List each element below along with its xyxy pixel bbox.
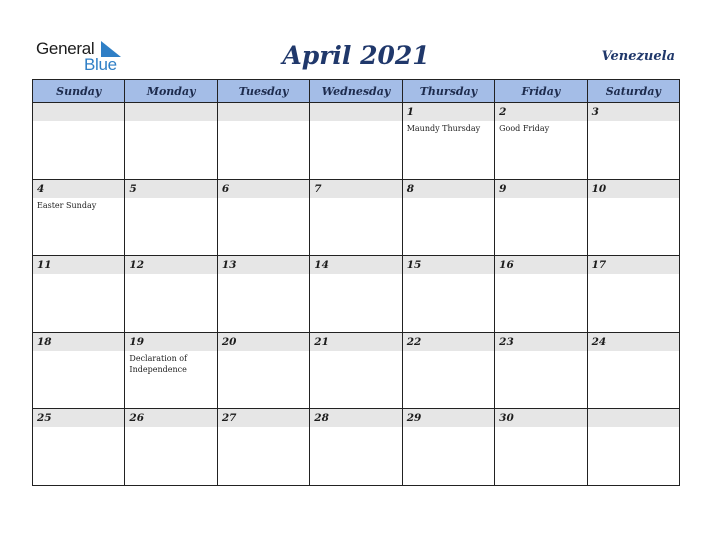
day-cell [125,333,217,410]
holiday-label [495,351,586,353]
day-cell [33,103,125,180]
day-number: 7 [310,180,401,198]
holiday-label [33,121,124,123]
day-number: 16 [495,256,586,274]
day-cell [495,409,587,486]
holiday-label [310,121,401,123]
holiday-label [310,351,401,353]
day-number: 8 [403,180,494,198]
holiday-label [588,427,679,429]
day-cell [33,409,125,486]
holiday-label [588,274,679,276]
holiday-label [403,427,494,429]
holiday-label [125,427,216,429]
holiday-label [218,351,309,353]
day-number: 17 [588,256,679,274]
day-cell [588,180,680,257]
day-cell [588,256,680,333]
logo-text-general: General [36,39,95,58]
holiday-label: Maundy Thursday [406,124,481,133]
day-number: 24 [588,333,679,351]
holiday-label [310,198,401,200]
holiday-label [218,121,309,123]
day-number: 5 [125,180,216,198]
weekday-header-saturday: Saturday [588,80,680,103]
day-number: 1 [403,103,494,121]
holiday-label [588,351,679,353]
holiday-label [588,198,679,200]
day-cell [495,103,587,180]
day-cell [310,256,402,333]
weekday-header-sunday: Sunday [33,80,125,103]
day-cell [310,409,402,486]
day-cell [218,256,310,333]
holiday-label [218,427,309,429]
day-number: 15 [403,256,494,274]
day-number: 9 [495,180,586,198]
weekday-header-monday: Monday [125,80,217,103]
day-number: 4 [33,180,124,198]
holiday-label [33,427,124,429]
day-number: 14 [310,256,401,274]
day-number [310,103,401,121]
holiday-label [310,274,401,276]
month-calendar-grid [32,79,680,486]
day-cell [33,333,125,410]
day-cell [403,409,495,486]
holiday-label [218,198,309,200]
day-number: 21 [310,333,401,351]
holiday-label [588,121,679,123]
day-number: 20 [218,333,309,351]
day-cell [125,409,217,486]
day-cell [403,103,495,180]
day-cell [218,333,310,410]
holiday-label [310,427,401,429]
holiday-label [403,274,494,276]
holiday-label [33,351,124,353]
day-number: 19 [125,333,216,351]
day-number: 27 [218,409,309,427]
holiday-label: Easter Sunday [37,200,97,210]
day-number: 13 [218,256,309,274]
calendar-title: April 2021 [282,41,430,70]
weekday-header-wednesday: Wednesday [310,80,402,103]
holiday-label [403,351,494,353]
holiday-label [218,274,309,276]
day-number: 11 [33,256,124,274]
day-cell [125,180,217,257]
day-cell [218,103,310,180]
day-number: 6 [218,180,309,198]
day-cell [403,333,495,410]
day-cell [125,256,217,333]
holiday-label [125,198,216,200]
day-number [33,103,124,121]
weekday-header-friday: Friday [495,80,587,103]
holiday-label [125,121,216,123]
day-cell [310,180,402,257]
country-name: Venezuela [601,49,675,64]
logo-text-blue: Blue [84,55,117,74]
day-cell [310,333,402,410]
day-cell [403,180,495,257]
day-cell [125,103,217,180]
day-cell [218,180,310,257]
weekday-header-tuesday: Tuesday [218,80,310,103]
day-cell [495,256,587,333]
day-cell [495,333,587,410]
day-cell [403,256,495,333]
day-number [588,409,679,427]
day-number: 2 [495,103,586,121]
holiday-label [403,198,494,200]
day-cell [33,180,125,257]
holiday-label: Declaration of Independence [129,353,188,374]
day-number: 18 [33,333,124,351]
day-number [218,103,309,121]
day-number: 10 [588,180,679,198]
day-number: 22 [403,333,494,351]
day-cell [33,256,125,333]
holiday-label [125,274,216,276]
day-cell [218,409,310,486]
day-number: 25 [33,409,124,427]
day-cell [310,103,402,180]
day-cell [588,409,680,486]
day-number: 26 [125,409,216,427]
day-number [125,103,216,121]
holiday-label [495,274,586,276]
day-cell [588,333,680,410]
day-cell [495,180,587,257]
holiday-label: Good Friday [499,124,550,133]
day-cell [588,103,680,180]
day-number: 30 [495,409,586,427]
holiday-label [495,427,586,429]
day-number: 12 [125,256,216,274]
day-number: 23 [495,333,586,351]
day-number: 29 [403,409,494,427]
day-number: 28 [310,409,401,427]
day-number: 3 [588,103,679,121]
weekday-header-thursday: Thursday [403,80,495,103]
holiday-label [495,198,586,200]
holiday-label [33,274,124,276]
